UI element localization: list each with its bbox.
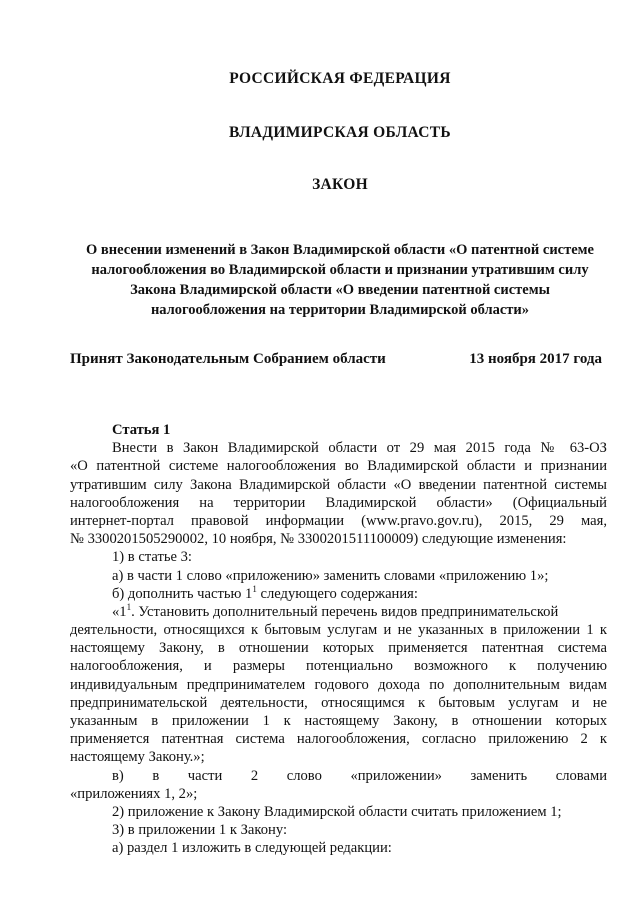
law-title-line: налогообложения на территории Владимирской области» [150, 302, 530, 318]
article-line [70, 603, 607, 621]
article-line: № 3300201505290002, 10 ноября, № 3300201511100009) следующие изменения: [70, 531, 567, 548]
adoption-line [70, 351, 602, 368]
article-line: предпринимательской деятельности, относящимся к бытовым услугам и не [70, 694, 607, 711]
line-text: следующего содержания: [256, 585, 418, 602]
law-title-line: О внесении изменений в Закон Владимирской области «О патентной системе [86, 242, 594, 258]
region-heading: ВЛАДИМИРСКАЯ ОБЛАСТЬ [229, 124, 451, 141]
line-text: «1 [112, 603, 127, 620]
article-line: а) раздел 1 изложить в следующей редакции: [112, 840, 392, 857]
country-heading: РОССИЙСКАЯ ФЕДЕРАЦИЯ [229, 70, 451, 87]
article-line: индивидуальным предпринимателем годового дохода по дополнительным видам [70, 676, 607, 693]
article-body [70, 421, 607, 858]
article-line: деятельности, относящихся к бытовым услугам и не указанных в приложении 1 к [70, 622, 607, 639]
article-line: утратившим силу Закона Владимирской области «О введении патентной системы [70, 476, 607, 493]
law-title-line: налогообложения во Владимирской области и признании утратившим силу [91, 262, 589, 278]
article-line: настоящему Закону.»; [70, 749, 205, 766]
superscript: 1 [252, 584, 257, 594]
article-line: 2) приложение к Закону Владимирской области считать приложением 1; [112, 803, 562, 820]
article-line: а) в части 1 слово «приложению» заменить словами «приложению 1»; [112, 567, 549, 584]
doc-type-heading: ЗАКОН [312, 176, 368, 193]
article-line: применяется патентная система налогообложения, согласно приложению 2 к [70, 731, 607, 748]
article-line: 3) в приложении 1 к Закону: [112, 822, 288, 839]
article-line: настоящему Закону, в отношении которых применяется патентная система [70, 640, 607, 657]
line-text: . Установить дополнительный перечень видов предпринимательской [131, 603, 559, 620]
adopted-by: Принят Законодательным Собранием области [70, 351, 386, 367]
article-line: указанным в приложении 1 к настоящему Закону, в отношении которых [70, 713, 607, 729]
article-line: интернет-портал правовой информации (www.pravo.gov.ru), 2015, 29 мая, [70, 512, 607, 529]
article-heading: Статья 1 [112, 422, 171, 438]
law-title [70, 240, 610, 320]
article-line: «О патентной системе налогообложения во Владимирской области и признании [70, 458, 607, 475]
article-line: налогообложения на территории Владимирской области» (Официальный [70, 494, 607, 511]
law-title-line: Закона Владимирской области «О введении патентной системы [130, 282, 550, 298]
article-line: в) в части 2 слово «приложении» заменить словами [112, 767, 607, 784]
adoption-date: 13 ноября 2017 года [469, 351, 602, 367]
article-line: налогообложения, и размеры потенциально возможного к получению [70, 658, 607, 675]
superscript: 1 [126, 602, 132, 613]
article-line: 1) в статье 3: [112, 549, 192, 566]
article-line: Внести в Закон Владимирской области от 29 мая 2015 года № 63-ОЗ [112, 440, 607, 457]
article-line [70, 585, 607, 603]
article-line: «приложениях 1, 2»; [70, 785, 198, 802]
line-text: б) дополнить частью 1 [112, 585, 253, 602]
